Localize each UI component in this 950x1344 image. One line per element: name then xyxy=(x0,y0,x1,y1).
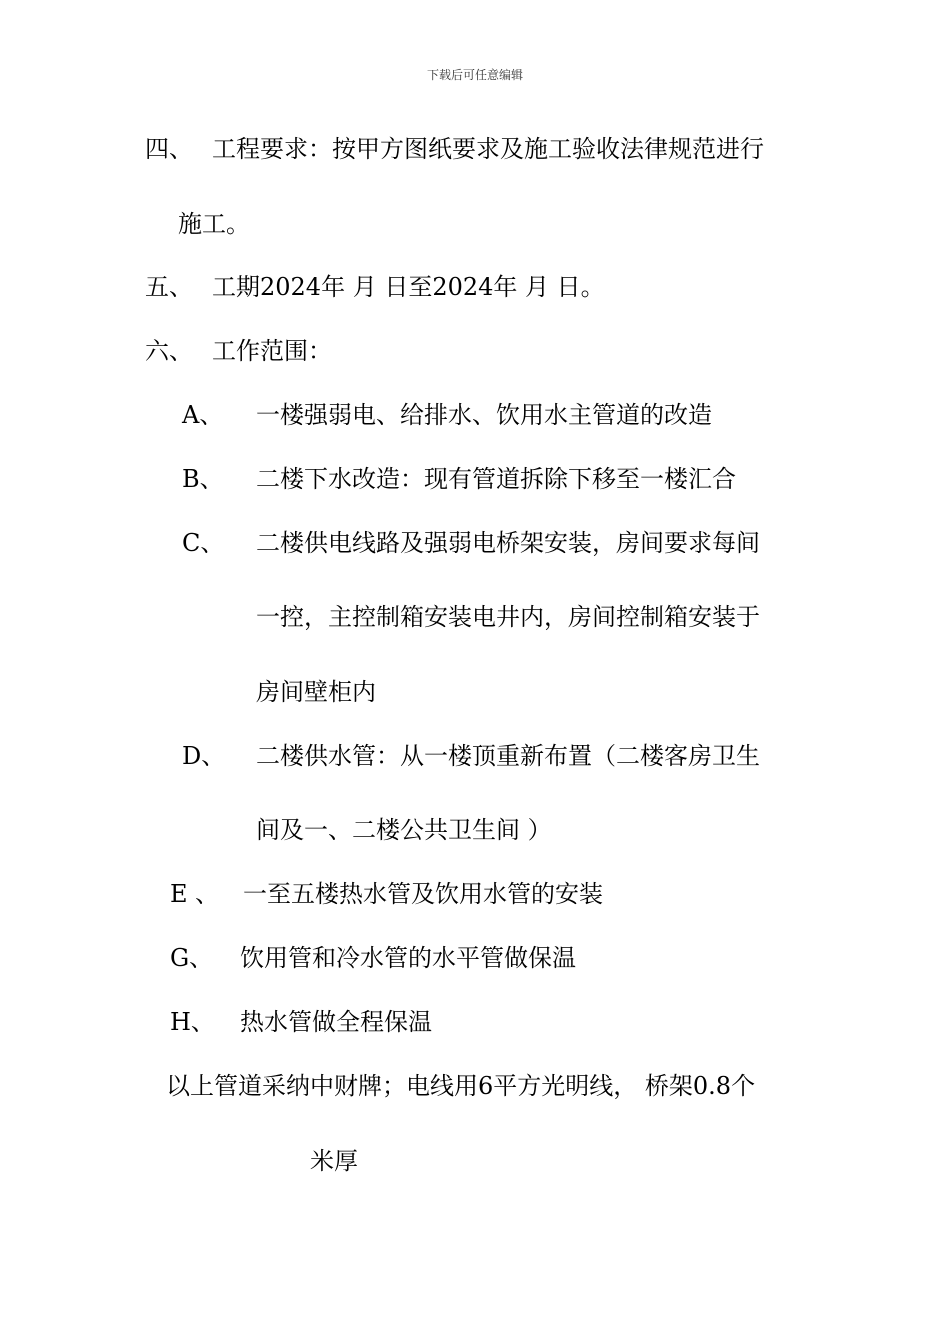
scope-a-line-1: 一楼强弱电、给排水、饮用水主管道的改造 xyxy=(256,401,712,429)
section-six-text: 工作范围： xyxy=(212,337,332,365)
scope-c-line-1: 二楼供电线路及强弱电桥架安装，房间要求每间 xyxy=(256,529,760,557)
section-six-number: 六、 xyxy=(145,337,193,365)
section-four xyxy=(145,134,193,164)
scope-h-label: H、 xyxy=(170,1008,215,1036)
scope-h-line-1: 热水管做全程保温 xyxy=(240,1008,432,1036)
scope-c-line-2: 一控，主控制箱安装电井内，房间控制箱安装于 xyxy=(256,603,760,631)
section-four-number: 四、 xyxy=(145,135,193,163)
scope-e-label: E 、 xyxy=(170,880,220,908)
section-four-text: 工程要求：按甲方图纸要求及施工验收法律规范进行 xyxy=(212,135,764,163)
scope-d-line-2: 间及一、二楼公共卫生间 ） xyxy=(256,816,552,844)
materials-line-1: 以上管道采纳中财牌；电线用6平方光明线， 桥架0.8个 xyxy=(166,1072,756,1100)
section-five-text: 工期2024年 月 日至2024年 月 日。 xyxy=(212,273,605,301)
page-header-note: 下载后可任意编辑 xyxy=(426,68,523,82)
scope-c-label: C、 xyxy=(182,529,225,557)
scope-a-label: A、 xyxy=(182,401,224,429)
materials-line-2: 米厚 xyxy=(310,1147,358,1175)
scope-g-label: G、 xyxy=(170,944,214,972)
scope-e-line-1: 一至五楼热水管及饮用水管的安装 xyxy=(243,880,603,908)
scope-b-line-1: 二楼下水改造：现有管道拆除下移至一楼汇合 xyxy=(256,465,736,493)
section-five-number: 五、 xyxy=(145,273,193,301)
scope-c-line-3: 房间壁柜内 xyxy=(256,678,376,706)
scope-b-label: B、 xyxy=(182,465,224,493)
scope-d-label: D、 xyxy=(182,742,226,770)
scope-g-line-1: 饮用管和冷水管的水平管做保温 xyxy=(240,944,576,972)
scope-d-line-1: 二楼供水管：从一楼顶重新布置（二楼客房卫生 xyxy=(256,742,760,770)
section-four-continuation: 施工。 xyxy=(178,210,250,238)
